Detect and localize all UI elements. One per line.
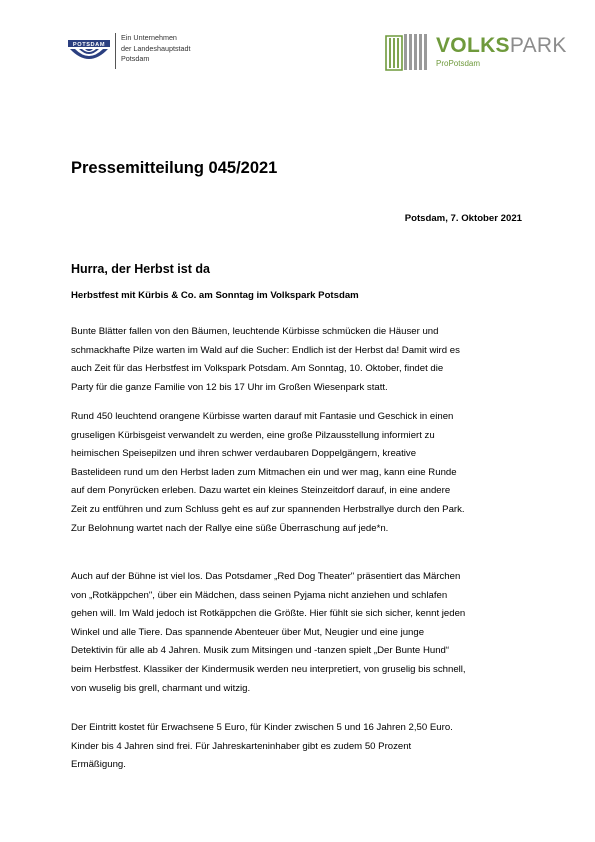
paragraph-line: Bunte Blätter fallen von den Bäumen, leuchtende Kürbisse schmücken die Häuser und	[71, 326, 439, 337]
potsdam-emblem-text: POTSDAM	[72, 42, 106, 48]
paragraph-line: Auch auf der Bühne ist viel los. Das Potsdamer „Red Dog Theater" präsentiert das Märchen	[71, 571, 461, 582]
wordmark-park: PARK	[509, 34, 567, 57]
paragraph-line: Kinder bis 4 Jahren sind frei. Für Jahreskarteninhaber gibt es zudem 50 Prozent	[71, 740, 412, 752]
paragraph-line: von wuselig bis grell, charmant und witzig.	[71, 682, 251, 694]
paragraph-line: Ermäßigung.	[71, 759, 126, 771]
paragraph-line: Party für die ganze Familie von 12 bis 17 Uhr im Großen Wiesenpark statt.	[71, 381, 388, 393]
wordmark-volks: VOLKS	[436, 34, 510, 57]
paragraph-line: Zur Belohnung wartet nach der Rallye eine süße Überraschung auf jede*n.	[71, 522, 389, 534]
paragraph-line: Winkel und alle Tiere. Das spannende Abenteuer über Mut, Neugier und eine junge	[71, 626, 425, 638]
paragraph-line: beim Herbstfest. Klassiker der Kindermusik werden neu interpretiert, von gruselig bis schnell,	[71, 663, 466, 675]
dateline: Potsdam, 7. Oktober 2021	[404, 213, 522, 224]
volkspark-logo	[384, 32, 567, 72]
paragraph	[71, 323, 531, 397]
logo-divider	[115, 33, 116, 69]
paragraph-line: Detektivin für alle ab 4 Jahren. Musik zum Mitsingen und -tanzen spielt „Der Bunte Hund“	[71, 645, 450, 657]
tagline-line: Ein Unternehmen	[121, 33, 177, 42]
paragraph-line: schmackhafte Pilze warten im Wald auf die Sucher: Endlich ist der Herbst da! Damit wird es	[71, 344, 460, 356]
logo-tagline	[121, 33, 191, 65]
paragraph-line: auf dem Ponyrücken erleben. Dazu wartet ein kleines Steinzeitdorf darauf, in eine andere	[71, 485, 451, 497]
volkspark-wordmark	[436, 34, 567, 58]
paragraph	[71, 408, 531, 538]
paragraph-line: Zeit zu entführen und zum Schluss geht es auf zur spannenden Herbstrallye durch den Park.	[71, 503, 465, 515]
paragraph	[71, 719, 531, 775]
volkspark-gate-icon	[384, 32, 432, 72]
volkspark-subtitle: ProPotsdam	[436, 59, 481, 68]
potsdam-emblem-text-icon	[66, 33, 112, 67]
tagline-line: der Landeshauptstadt	[121, 43, 191, 53]
paragraph	[71, 568, 531, 698]
paragraph-line: Rund 450 leuchtend orangene Kürbisse warten darauf mit Fantasie und Geschick in einen	[71, 411, 454, 422]
paragraph-line: Der Eintritt kostet für Erwachsene 5 Euro, für Kinder zwischen 5 und 16 Jahren 2,50 Euro.	[71, 722, 453, 733]
paragraph-line: gruseligen Kürbisgeist verwandelt zu werden, eine große Pilzausstellung informiert zu	[71, 429, 435, 441]
tagline-line: Potsdam	[121, 54, 150, 63]
paragraph-line: gehen will. Im Wald jedoch ist Rotkäppchen die Größte. Hier fühlt sie sich sicher, kennt jeden	[71, 608, 466, 620]
subheadline: Herbstfest mit Kürbis & Co. am Sonntag im Volkspark Potsdam	[71, 290, 359, 301]
headline: Hurra, der Herbst ist da	[71, 262, 210, 276]
paragraph-line: von „Rotkäppchen", über ein Mädchen, dass seinen Pyjama nicht anziehen und schlafen	[71, 589, 448, 601]
paragraph-line: Bastelideen rund um den Herbst laden zum Mitmachen ein und wer mag, kann eine Runde	[71, 466, 457, 478]
potsdam-logo	[66, 33, 256, 73]
paragraph-line: auch Zeit für das Herbstfest im Volkspark Potsdam. Am Sonntag, 10. Oktober, findet die	[71, 363, 444, 375]
paragraph-line: heimischen Speisepilzen und ihren schwer verdaubaren Doppelgängern, kreative	[71, 448, 417, 460]
page-title: Pressemitteilung 045/2021	[71, 159, 278, 177]
